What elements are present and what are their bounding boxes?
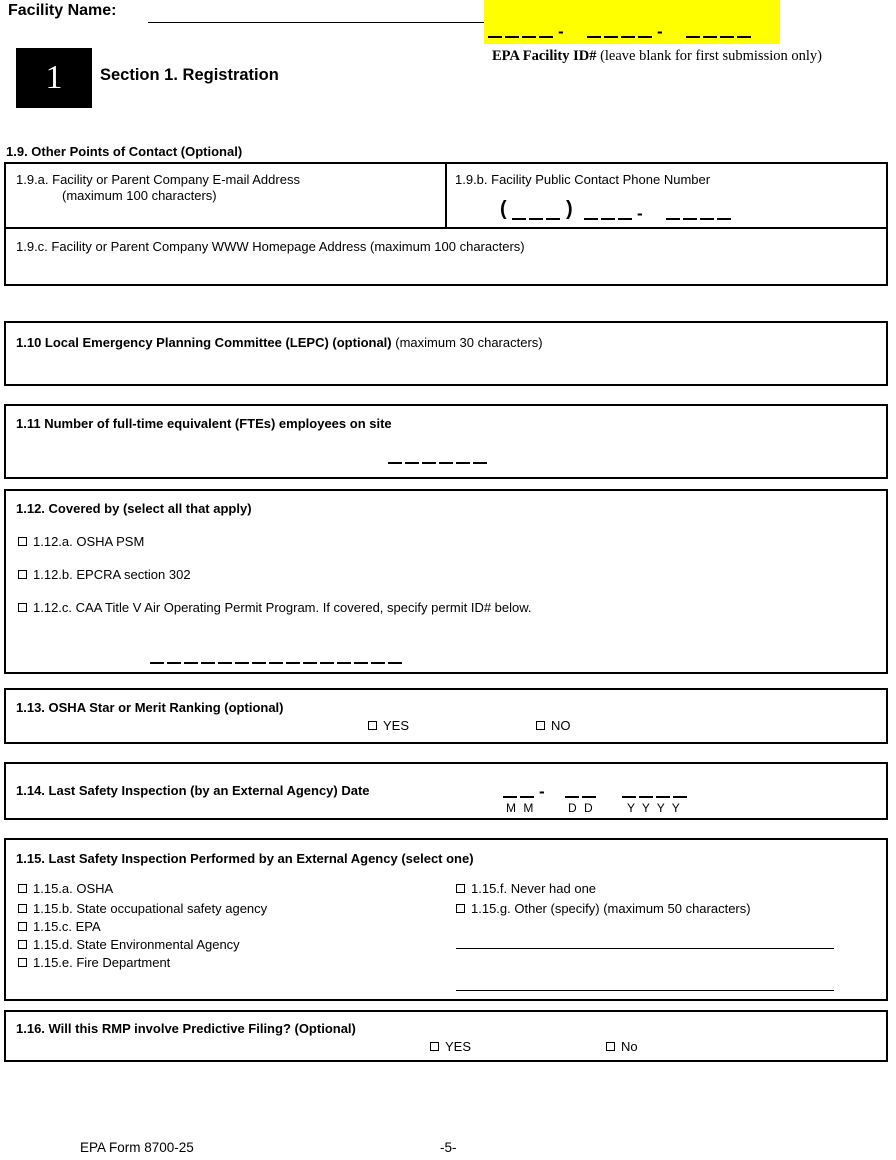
field-1-9-c-input[interactable] [16, 258, 876, 282]
checkbox-icon[interactable] [18, 570, 27, 579]
section-1-10-input[interactable] [16, 356, 876, 380]
checkbox-1-16-yes[interactable] [430, 1039, 471, 1054]
section-1-11-label: 1.11 Number of full-time equivalent (FTEs) employees on site [16, 416, 392, 431]
section-1-14-day-input[interactable] [565, 782, 599, 798]
section-1-10-label-rest: (maximum 30 characters) [391, 335, 543, 350]
section-1-15-other-input-line2[interactable] [456, 990, 834, 991]
field-1-9-a-label-line1: 1.9.a. Facility or Parent Company E-mail Address [16, 172, 300, 187]
phone-paren-close: ) [566, 198, 573, 220]
field-1-9-b-phone-input[interactable] [500, 198, 800, 222]
checkbox-icon[interactable] [18, 940, 27, 949]
checkbox-1-13-no-label: NO [551, 718, 571, 733]
section-1-10-label-bold: 1.10 Local Emergency Planning Committee (LEPC) (optional) [16, 335, 392, 350]
epa-id-group-3[interactable] [686, 22, 754, 38]
checkbox-1-15-b-label: 1.15.b. State occupational safety agency [33, 901, 268, 916]
footer-form-number: EPA Form 8700-25 [80, 1140, 194, 1155]
checkbox-icon[interactable] [18, 922, 27, 931]
checkbox-1-15-a-label: 1.15.a. OSHA [33, 881, 114, 896]
checkbox-1-15-a[interactable] [18, 881, 113, 896]
phone-prefix[interactable] [584, 204, 647, 223]
checkbox-1-15-c[interactable] [18, 919, 101, 934]
section-1-14-heading: 1.14. Last Safety Inspection (by an External Agency) Date [16, 783, 370, 798]
checkbox-1-16-no-label: No [621, 1039, 638, 1054]
section-1-14-dd-label: D D [568, 801, 595, 815]
checkbox-1-13-yes-label: YES [383, 718, 410, 733]
checkbox-1-12-a-label: 1.12.a. OSHA PSM [33, 534, 145, 549]
checkbox-1-15-d[interactable] [18, 937, 240, 952]
section-1-11-fte-input[interactable] [388, 448, 490, 464]
checkbox-icon[interactable] [456, 904, 465, 913]
section-1-15-other-input-line1[interactable] [456, 948, 834, 949]
checkbox-1-15-c-label: 1.15.c. EPA [33, 919, 101, 934]
checkbox-1-16-yes-label: YES [445, 1039, 472, 1054]
phone-line-number[interactable] [666, 204, 734, 220]
checkbox-icon[interactable] [456, 884, 465, 893]
checkbox-icon[interactable] [536, 721, 545, 730]
checkbox-1-13-yes[interactable] [368, 718, 409, 733]
section-1-15-heading: 1.15. Last Safety Inspection Performed by an External Agency (select one) [16, 851, 474, 866]
checkbox-1-15-f[interactable] [456, 881, 596, 896]
checkbox-icon[interactable] [18, 603, 27, 612]
section-1-14-yyyy-label: Y Y Y Y [627, 801, 682, 815]
checkbox-1-12-a[interactable] [18, 534, 144, 549]
section-1-16-heading: 1.16. Will this RMP involve Predictive Filing? (Optional) [16, 1021, 356, 1036]
phone-paren-open: ( [500, 198, 507, 220]
checkbox-1-15-g-label: 1.15.g. Other (specify) (maximum 50 characters) [471, 901, 751, 916]
epa-facility-id-caption-bold: EPA Facility ID# [492, 48, 597, 64]
checkbox-1-12-c[interactable] [18, 600, 532, 615]
epa-facility-id-field[interactable] [484, 22, 780, 42]
section-1-9-vertical-divider [445, 162, 447, 227]
section-1-13-box [4, 688, 888, 744]
epa-facility-id-highlight [484, 0, 780, 44]
date-dash-1: - [539, 782, 545, 801]
section-1-12-heading: 1.12. Covered by (select all that apply) [16, 501, 252, 516]
checkbox-1-15-e[interactable] [18, 955, 170, 970]
section-1-9-horizontal-divider [4, 227, 888, 229]
field-1-9-a-label-line2: (maximum 100 characters) [62, 188, 217, 203]
section-title: Section 1. Registration [100, 66, 279, 84]
footer-page-number: -5- [440, 1140, 457, 1155]
section-1-12-permit-id-input[interactable] [150, 648, 405, 664]
field-1-9-c-label: 1.9.c. Facility or Parent Company WWW Homepage Address (maximum 100 characters) [16, 239, 525, 254]
facility-name-label: Facility Name: [8, 2, 117, 19]
epa-id-dash-1: - [558, 22, 564, 41]
checkbox-1-15-e-label: 1.15.e. Fire Department [33, 955, 171, 970]
epa-id-group-2[interactable] [587, 22, 667, 41]
section-1-13-heading: 1.13. OSHA Star or Merit Ranking (optional) [16, 700, 284, 715]
section-1-14-mm-label: M M [506, 801, 536, 815]
phone-area-code[interactable] [512, 204, 563, 220]
checkbox-1-12-b-label: 1.12.b. EPCRA section 302 [33, 567, 191, 582]
facility-name-input[interactable] [148, 22, 488, 23]
checkbox-1-12-b[interactable] [18, 567, 191, 582]
checkbox-1-15-b[interactable] [18, 901, 267, 916]
checkbox-icon[interactable] [18, 904, 27, 913]
section-1-14-year-input[interactable] [622, 782, 690, 798]
epa-id-dash-2: - [657, 22, 663, 41]
checkbox-icon[interactable] [18, 958, 27, 967]
field-1-9-b-label: 1.9.b. Facility Public Contact Phone Number [455, 172, 711, 187]
checkbox-1-15-d-label: 1.15.d. State Environmental Agency [33, 937, 240, 952]
checkbox-1-15-g[interactable] [456, 901, 751, 916]
section-1-10-label [16, 335, 543, 350]
checkbox-icon[interactable] [368, 721, 377, 730]
checkbox-icon[interactable] [18, 537, 27, 546]
section-1-9-heading: 1.9. Other Points of Contact (Optional) [6, 144, 243, 159]
checkbox-1-12-c-label: 1.12.c. CAA Title V Air Operating Permit Program. If covered, specify permit ID# below. [33, 600, 532, 615]
epa-facility-id-caption [492, 48, 822, 65]
section-1-16-box [4, 1010, 888, 1062]
checkbox-1-15-f-label: 1.15.f. Never had one [471, 881, 597, 896]
epa-id-group-1[interactable] [488, 22, 568, 41]
checkbox-icon[interactable] [606, 1042, 615, 1051]
epa-facility-id-caption-rest: (leave blank for first submission only) [596, 48, 822, 64]
section-number-badge: 1 [16, 48, 92, 108]
checkbox-1-16-no[interactable] [606, 1039, 638, 1054]
checkbox-1-13-no[interactable] [536, 718, 571, 733]
section-1-14-month-input[interactable] [503, 782, 549, 801]
checkbox-icon[interactable] [18, 884, 27, 893]
checkbox-icon[interactable] [430, 1042, 439, 1051]
phone-dash: - [637, 204, 643, 223]
